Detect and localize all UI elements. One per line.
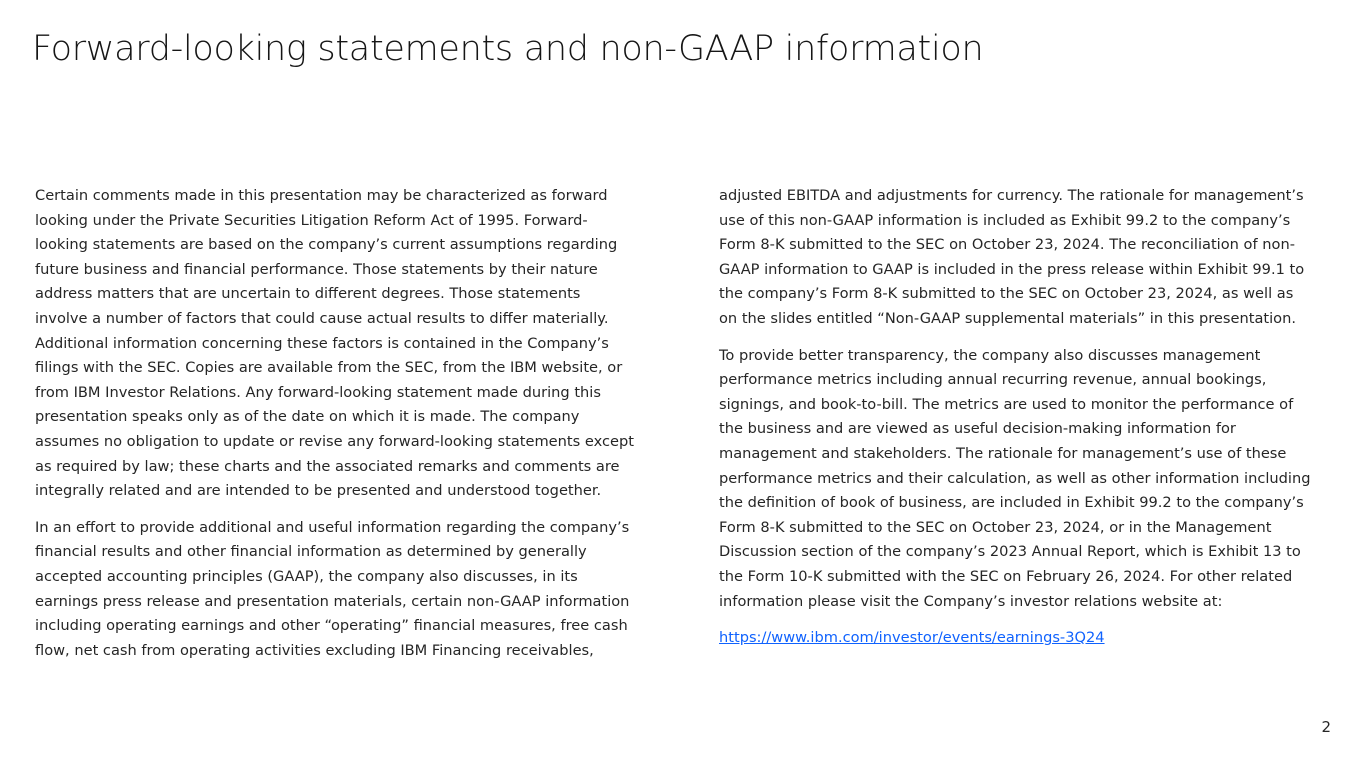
text-line: Certain comments made in this presentation may be characterized as forward <box>35 187 608 204</box>
text-line: signings, and book-to-bill. The metrics are used to monitor the performance of <box>719 395 1294 413</box>
text-line: filings with the SEC. Copies are available from the SEC, from the IBM website, or <box>35 359 623 377</box>
text-line: including operating earnings and other “operating” financial measures, free cash <box>35 617 628 635</box>
text-line: involve a number of factors that could cause actual results to differ materially. <box>35 309 609 327</box>
text-line: accepted accounting principles (GAAP), the company also discusses, in its <box>35 567 578 585</box>
text-line: looking statements are based on the company’s current assumptions regarding <box>35 236 618 254</box>
text-line: the company’s Form 8-K submitted to the SEC on October 23, 2024, as well as <box>719 285 1294 303</box>
text-line: the definition of book of business, are included in Exhibit 99.2 to the company’s <box>719 494 1304 512</box>
forward-looking-statement-paragraph <box>35 184 651 504</box>
text-line: information please visit the Company’s investor relations website at: <box>719 592 1223 610</box>
text-line: financial results and other financial information as determined by generally <box>35 543 587 561</box>
text-line: integrally related and are intended to be presented and understood together. <box>35 482 602 500</box>
text-line: from IBM Investor Relations. Any forward-looking statement made during this <box>35 383 601 401</box>
page-number: 2 <box>1321 718 1331 736</box>
non-gaap-continuation-paragraph <box>719 184 1331 332</box>
text-line: Form 8-K submitted to the SEC on October 23, 2024, or in the Management <box>719 518 1272 536</box>
text-line: Additional information concerning these factors is contained in the Company’s <box>35 334 609 352</box>
left-text-column <box>35 184 651 675</box>
text-line: performance metrics including annual recurring revenue, annual bookings, <box>719 371 1267 389</box>
text-line: Form 8-K submitted to the SEC on October 23, 2024. The reconciliation of non- <box>719 236 1295 254</box>
text-line: In an effort to provide additional and useful information regarding the company’s <box>35 518 630 536</box>
text-line: presentation speaks only as of the date on which it is made. The company <box>35 408 580 426</box>
non-gaap-intro-paragraph <box>35 516 651 664</box>
text-line: To provide better transparency, the company also discusses management <box>719 346 1261 364</box>
text-line: management and stakeholders. The rationale for management’s use of these <box>719 444 1287 462</box>
text-line: GAAP information to GAAP is included in the press release within Exhibit 99.1 to <box>719 260 1305 278</box>
text-line: the business and are viewed as useful decision-making information for <box>719 420 1236 438</box>
text-line: on the slides entitled “Non-GAAP supplemental materials” in this presentation. <box>719 309 1296 327</box>
text-line: use of this non-GAAP information is included as Exhibit 99.2 to the company’s <box>719 211 1291 229</box>
text-line: performance metrics and their calculation, as well as other information including <box>719 469 1311 487</box>
investor-link-paragraph <box>719 626 1331 651</box>
investor-relations-link[interactable]: https://www.ibm.com/investor/events/earnings-3Q24 <box>719 629 1105 647</box>
text-line: future business and financial performance. Those statements by their nature <box>35 260 598 278</box>
slide-title: Forward-looking statements and non-GAAP information <box>32 29 984 69</box>
text-line: flow, net cash from operating activities excluding IBM Financing receivables, <box>35 641 594 659</box>
text-line: adjusted EBITDA and adjustments for currency. The rationale for management’s <box>719 187 1304 204</box>
text-line: as required by law; these charts and the associated remarks and comments are <box>35 457 620 475</box>
text-line: Discussion section of the company’s 2023 Annual Report, which is Exhibit 13 to <box>719 543 1301 561</box>
right-text-column <box>719 184 1331 663</box>
text-line: the Form 10-K submitted with the SEC on February 26, 2024. For other related <box>719 567 1293 585</box>
performance-metrics-paragraph <box>719 344 1331 615</box>
text-line: assumes no obligation to update or revise any forward-looking statements except <box>35 432 634 450</box>
text-line: address matters that are uncertain to different degrees. Those statements <box>35 285 581 303</box>
text-line: looking under the Private Securities Litigation Reform Act of 1995. Forward- <box>35 211 588 229</box>
text-line: earnings press release and presentation materials, certain non-GAAP information <box>35 592 630 610</box>
